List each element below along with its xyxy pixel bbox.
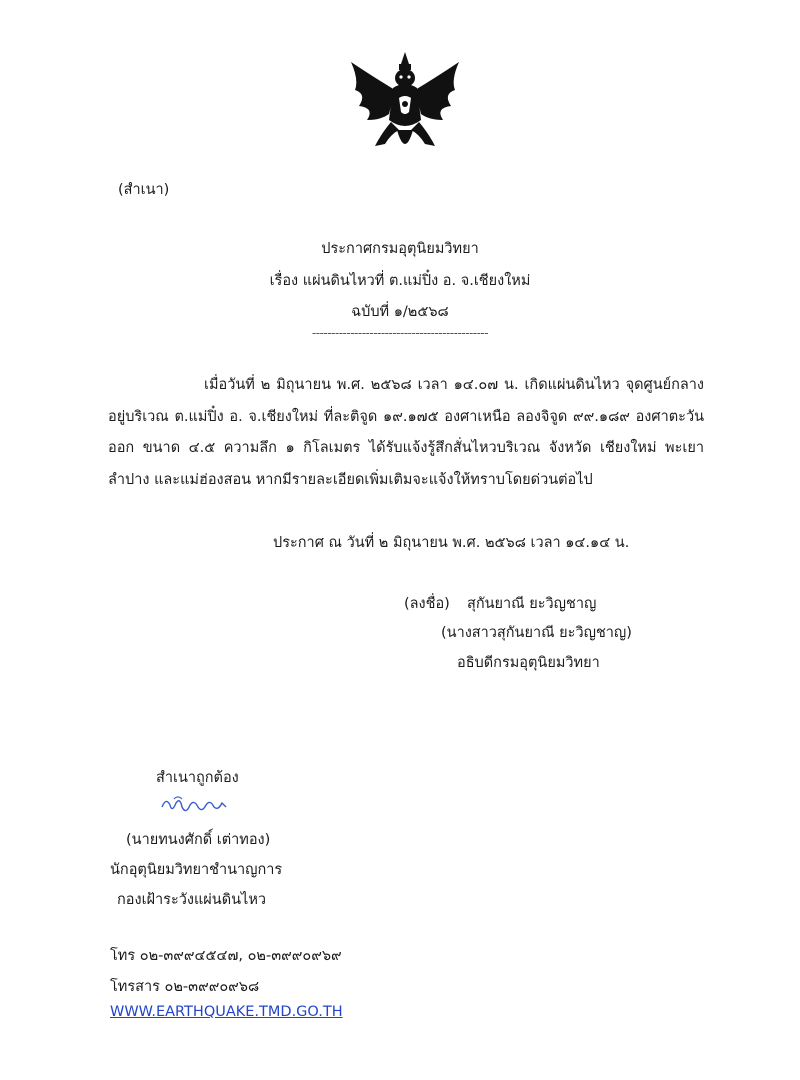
announcement-date: ประกาศ ณ วันที่ ๒ มิถุนายน พ.ศ. ๒๕๖๘ เวลา ๑๔.๑๔ น. <box>273 535 630 551</box>
website-link[interactable]: WWW.EARTHQUAKE.TMD.GO.TH <box>110 1004 343 1020</box>
certifier-division: กองเฝ้าระวังแผ่นดินไหว <box>117 892 267 908</box>
announcement-body-text: เมื่อวันที่ ๒ มิถุนายน พ.ศ. ๒๕๖๘ เวลา ๑๔.๐๗ น. เกิดแผ่นดินไหว จุดศูนย์กลางอยู่บริเวณ ต.แม่ปิ๋ง อ. จ.เชียงใหม่ ที่ละติจูด ๑๙.๑๗๕ องศาเหนือ ลองจิจูด ๙๙.๑๘๙ องศาตะวันออก ขนาด ๔.๕ ความลึก ๑ กิโลเมตร ได้รับแจ้งรู้สึกสั่นไหวบริเวณ จังหวัด เชียงใหม่ พะเยา ลำปาง และแม่ฮ่องสอน หากมีรายละเอียดเพิ่มเติมจะแจ้งให้ทราบโดยด่วนต่อไป <box>108 377 704 488</box>
separator-line: ---------------------------------------------- <box>311 326 489 340</box>
certifier-position: นักอุตุนิยมวิทยาชำนาญการ <box>110 862 283 878</box>
certifier-name: (นายทนงศักดิ์ เต่าทอง) <box>126 832 271 848</box>
signed-label: (ลงชื่อ) <box>404 596 450 612</box>
document-title: ประกาศกรมอุตุนิยมวิทยา <box>321 241 479 257</box>
copy-mark: (สำเนา) <box>118 182 170 198</box>
document-subject: เรื่อง แผ่นดินไหวที่ ต.แม่ปิ๋ง อ. จ.เชียงใหม่ <box>269 273 531 289</box>
garuda-emblem-icon <box>345 50 465 160</box>
issue-number: ฉบับที่ ๑/๒๕๖๘ <box>351 304 449 320</box>
signer-full-name: (นางสาวสุกันยาณี ยะวิญชาญ) <box>441 625 632 641</box>
announcement-body <box>108 370 704 496</box>
certified-copy-label: สำเนาถูกต้อง <box>156 770 239 786</box>
handwritten-signature <box>160 793 230 817</box>
signer-position: อธิบดีกรมอุตุนิยมวิทยา <box>457 655 600 671</box>
signer-signed-name: สุกันยาณี ยะวิญชาญ <box>467 596 597 612</box>
contact-fax: โทรสาร ๐๒-๓๙๙๐๙๖๘ <box>110 979 260 995</box>
contact-phone: โทร ๐๒-๓๙๙๔๕๔๗, ๐๒-๓๙๙๐๙๖๙ <box>110 948 342 964</box>
